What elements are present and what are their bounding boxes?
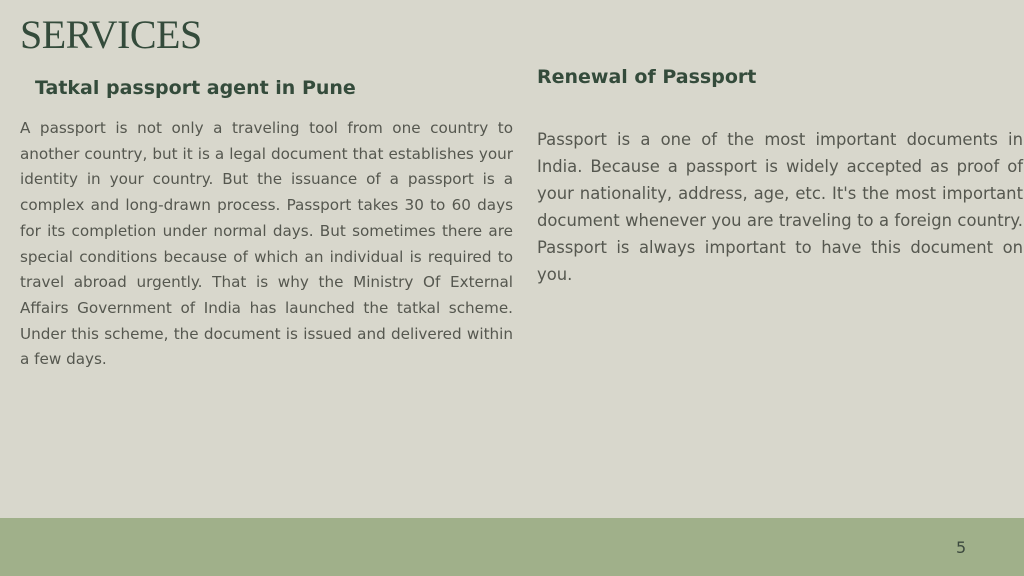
section-heading-renewal: Renewal of Passport [537,66,757,88]
section-heading-tatkal: Tatkal passport agent in Pune [35,77,356,99]
footer-bar [0,518,1024,576]
section-body-tatkal: A passport is not only a traveling tool from one country to another country, but it is a legal document that establishes your identity in your country. But the issuance of a passport is a complex and long-drawn process. Passport takes 30 to 60 days for its completion under normal days. But sometimes there are special conditions because of which an individual is required to travel abroad urgently. That is why the Ministry Of External Affairs Government of India has launched the tatkal scheme. Under this scheme, the document is issued and delivered within a few days. [20,119,513,369]
page-title: SERVICES [20,12,202,57]
section-body-renewal: Passport is a one of the most important documents in India. Because a passport is widely accepted as proof of your nationality, address, age, etc. It's the most important document whenever you are traveling to a foreign country. Passport is always important to have this document on you. [537,130,1023,284]
page-number: 5 [956,538,967,557]
